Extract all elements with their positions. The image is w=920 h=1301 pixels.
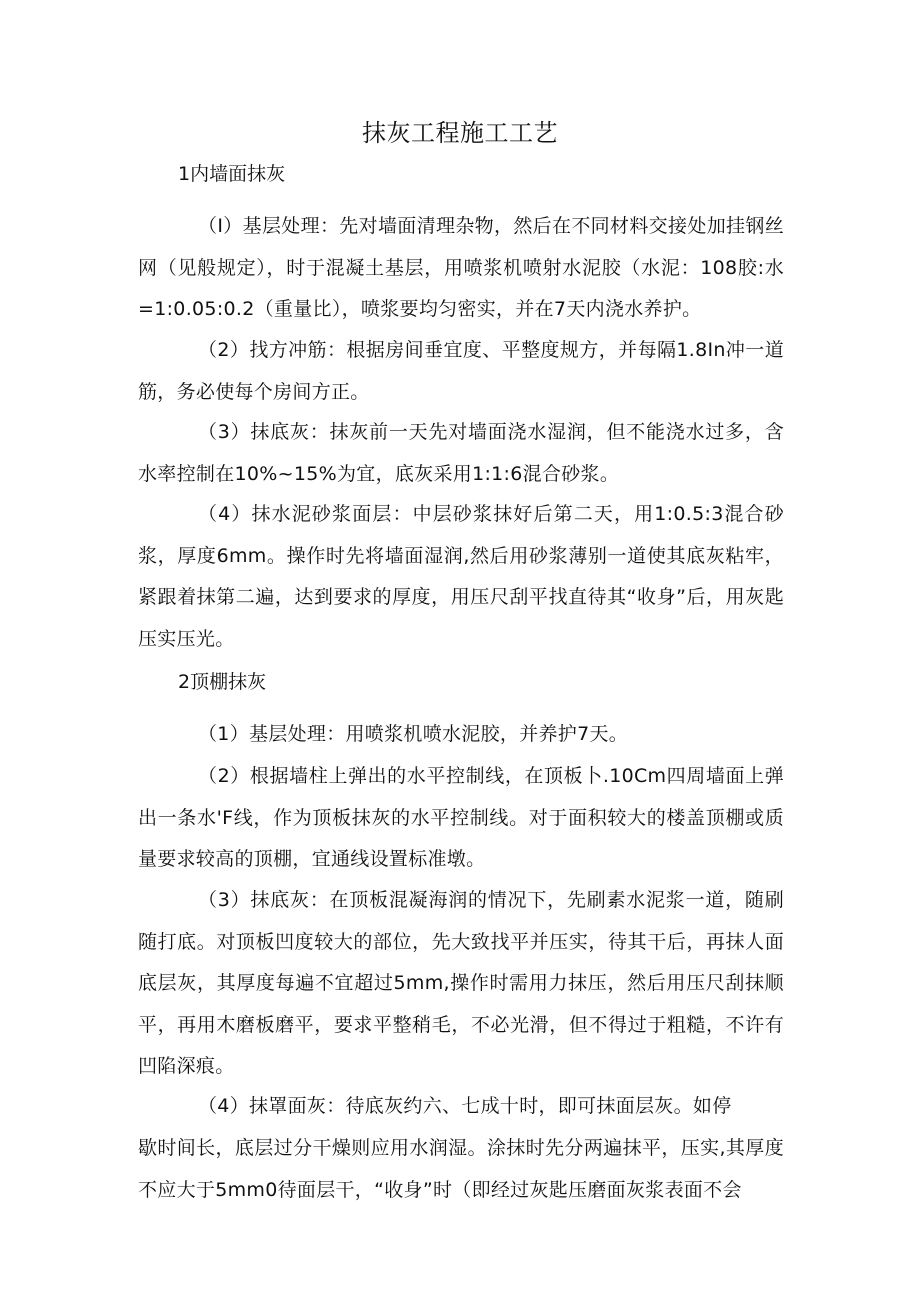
paragraph-ceiling-finish-coat: （4）抹罩面灰：待底灰约六、七成十时，即可抹面层灰。如停 [198,1095,732,1117]
section-heading-interior-wall: 1内墙面抹灰 [178,163,286,185]
paragraph-ceiling-finish-coat-continued: 歇时间长，底层过分干燥则应用水润湿。涂抹时先分两遍抹平，压实,其厚度不应大于5mm0待面层干，“收身”时（即经过灰匙压磨面灰浆表面不会 [138,1137,784,1201]
paragraph-base-treatment: （I）基层处理：先对墙面清理杂物，然后在不同材料交接处加挂钢丝网（见般规定），时于混凝土基层，用喷浆机喷射水泥胶（水泥：108胶:水=1:0.05:0.2（重量比），喷浆要均匀密实，并在7天内浇水养护。 [138,215,784,320]
paragraph-ceiling-control-line: （2）根据墙柱上弹出的水平控制线，在顶板卜.10Cm四周墙面上弹出一条水'F线，作为顶板抹灰的水平控制线。对于面积较大的楼盖顶棚或质量要求较高的顶棚，宜通线设置标准墩。 [138,765,784,870]
paragraph-base-coat: （3）抹底灰：抹灰前一天先对墙面浇水湿润，但不能浇水过多，含水率控制在10%~15%为宜，底灰采用1:1:6混合砂浆。 [138,421,784,485]
paragraph-cement-finish-coat: （4）抹水泥砂浆面层：中层砂浆抹好后第二天，用1:0.5:3混合砂浆，厚度6mm。操作时先将墙面湿润,然后用砂浆薄别一道使其底灰粘牢，紧跟着抹第二遍，达到要求的厚度，用压尺刮平找直待其“收身”后，用灰匙压实压光。 [138,503,784,650]
section-heading-ceiling: 2顶棚抹灰 [178,671,267,693]
document-title: 抹灰工程施工工艺 [362,119,558,147]
paragraph-ceiling-base-treatment: （1）基层处理：用喷浆机喷水泥胶，并养护7天。 [198,723,629,745]
paragraph-ceiling-base-coat: （3）抹底灰：在顶板混凝海润的情况下，先刷素水泥浆一道，随刷随打底。对顶板凹度较大的部位，先大致找平并压实，待其干后，再抹人面底层灰，其厚度每遍不宜超过5mm,操作时需用力抹压，然后用压尺刮抹顺平，再用木磨板磨平，要求平整稍毛，不必光滑，但不得过于粗糙，不许有凹陷深痕。 [138,889,784,1077]
paragraph-squaring-screeds: （2）找方冲筋：根据房间垂宜度、平整度规方，并每隔1.8In冲一道筋，务必使每个房间方正。 [138,339,784,403]
